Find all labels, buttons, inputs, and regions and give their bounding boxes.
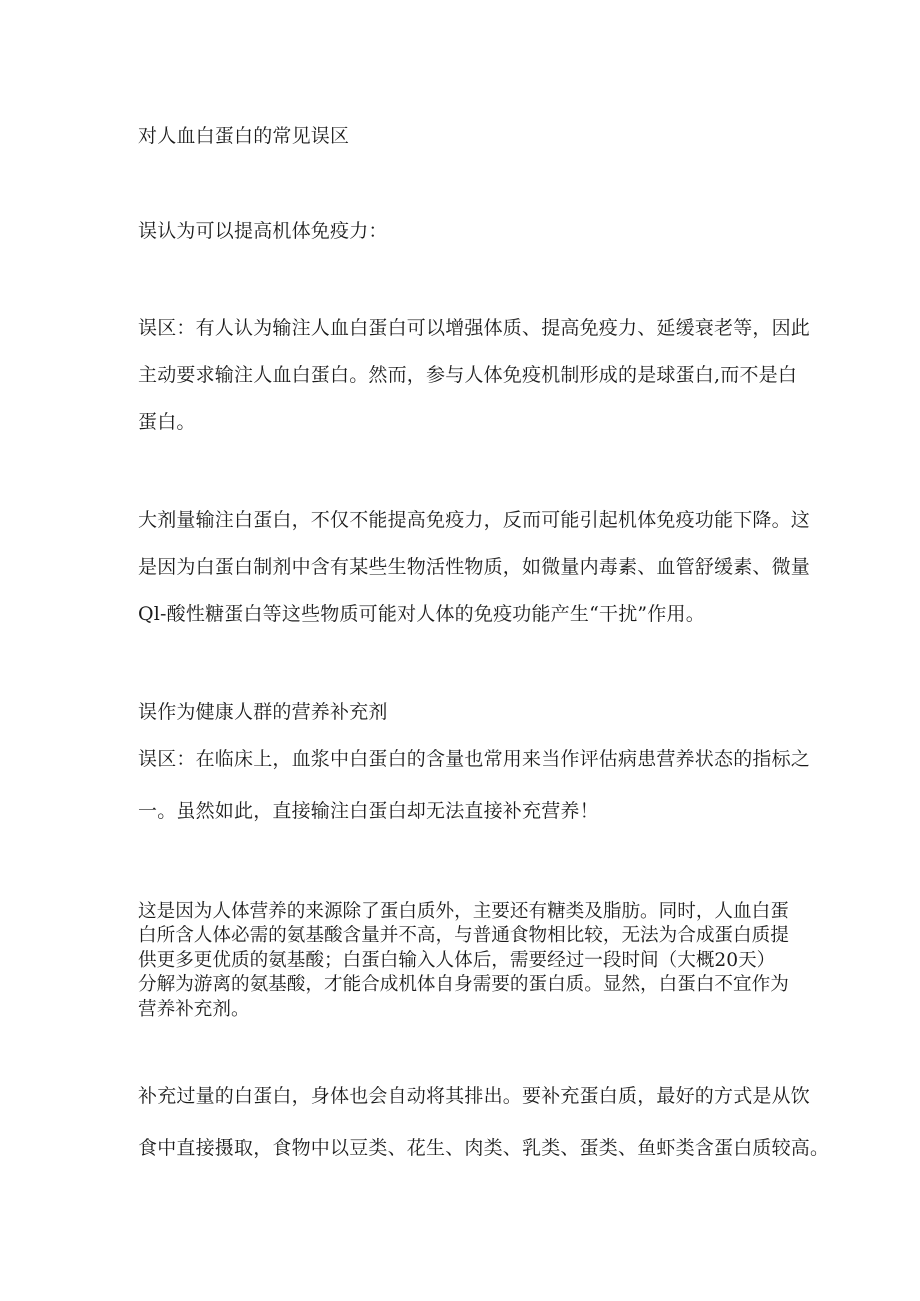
paragraph-dense xyxy=(138,900,790,1022)
paragraph-line: 供更多更优质的氨基酸；白蛋白输入人体后，需要经过一段时间（大概20天） xyxy=(138,949,776,971)
paragraph-line: 白所含人体必需的氨基酸含量并不高，与普通食物相比较，无法为合成蛋白质提 xyxy=(138,925,789,947)
paragraph-line: 误区：有人认为输注人血白蛋白可以增强体质、提高免疫力、延缓衰老等，因此 xyxy=(138,317,811,339)
paragraph-line: 食中直接摄取，食物中以豆类、花生、肉类、乳类、蛋类、鱼虾类含蛋白质较高。 xyxy=(138,1137,830,1159)
section-heading-immunity: 误认为可以提高机体免疫力： xyxy=(138,220,388,242)
paragraph-line: 这是因为人体营养的来源除了蛋白质外，主要还有糖类及脂肪。同时，人血白蛋 xyxy=(138,901,789,922)
section-heading-nutrition: 误作为健康人群的营养补充剂 xyxy=(138,701,388,723)
paragraph-line: 分解为游离的氨基酸，才能合成机体自身需要的蛋白质。显然，白蛋白不宜作为 xyxy=(138,974,789,996)
paragraph-line: 营养补充剂。 xyxy=(138,998,250,1020)
paragraph-line: 补充过量的白蛋白，身体也会自动将其排出。要补充蛋白质，最好的方式是从饮 xyxy=(138,1085,811,1107)
paragraph-line: 一。虽然如此，直接输注白蛋白却无法直接补充营养！ xyxy=(138,800,599,822)
document-title: 对人血白蛋白的常见误区 xyxy=(138,125,350,147)
paragraph-line: Ql-酸性糖蛋白等这些物质可能对人体的免疫功能产生“干扰”作用。 xyxy=(138,603,705,625)
paragraph-line: 蛋白。 xyxy=(138,411,196,433)
paragraph-line: 误区：在临床上，血浆中白蛋白的含量也常用来当作评估病患营养状态的指标之 xyxy=(138,748,811,770)
paragraph-line: 主动要求输注人血白蛋白。然而，参与人体免疫机制形成的是球蛋白,而不是白 xyxy=(138,364,798,386)
paragraph-line: 是因为白蛋白制剂中含有某些生物活性物质，如微量内毒素、血管舒缓素、微量 xyxy=(138,556,811,578)
paragraph-line: 大剂量输注白蛋白，不仅不能提高免疫力，反而可能引起机体免疫功能下降。这 xyxy=(138,509,811,531)
